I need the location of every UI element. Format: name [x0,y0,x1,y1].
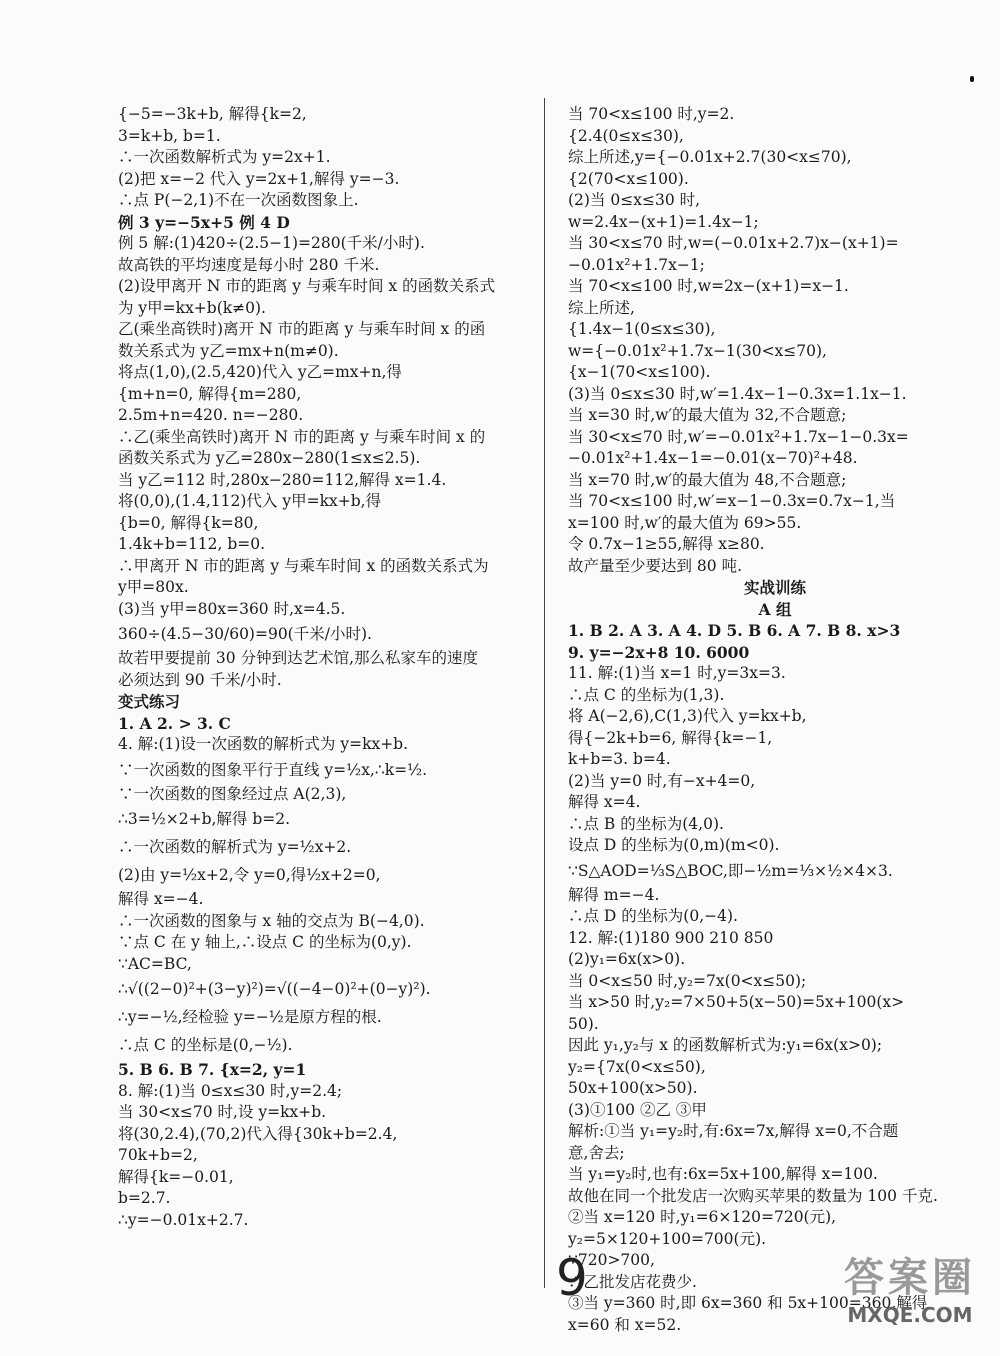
text-line: 故若甲要提前 30 分钟到达艺术馆,那么私家车的速度 [118,649,479,667]
text-line: 数关系式为 y乙=mx+n(m≠0). [118,341,339,360]
text-line: (2)由 y=½x+2,令 y=0,得½x+2=0, [118,866,381,884]
text-line: x=60 和 x=52. [568,1315,682,1334]
text-line: 1.4k+b=112, b=0. [118,535,266,553]
text-line: 当 70<x≤100 时,w=2x−(x+1)=x−1. [568,277,849,295]
text-line: 例 5 解:(1)420÷(2.5−1)=280(千米/小时). [118,234,425,252]
text-line: ∵点 C 在 y 轴上,∴设点 C 的坐标为(0,y). [118,933,412,951]
text-line: 当 30<x≤70 时,w=(−0.01x+2.7)x−(x+1)= [568,234,899,252]
text-line: ∴乙(乘坐高铁时)离开 N 市的距离 y 与乘车时间 x 的 [118,427,486,446]
text-line: 1. A 2. > 3. C [118,713,231,733]
text-line: x=100 时,w′的最大值为 69>55. [568,513,802,532]
text-line: ∴√((2−0)²+(3−y)²)=√((−4−0)²+(0−y)²). [118,980,431,998]
text-line: 8. 解:(1)当 0≤x≤30 时,y=2.4; [118,1081,343,1100]
text-line: ∴点 P(−2,1)不在一次函数图象上. [118,191,359,209]
text-line: 当 70<x≤100 时,w′=x−1−0.3x=0.7x−1,当 [568,492,896,510]
text-line: ∵S△AOD=⅓S△BOC,即−½m=⅓×½×4×3. [568,861,893,880]
text-line: (2)当 y=0 时,有−x+4=0, [568,771,756,790]
text-line: 解得 m=−4. [568,885,660,904]
text-line: 3=k+b, b=1. [118,126,221,145]
text-line: {b=0, 解得{k=80, [118,513,259,532]
text-line: 当 30<x≤70 时,设 y=kx+b. [118,1103,327,1121]
text-line: −0.01x²+1.7x−1; [568,255,705,274]
text-line: 解得 x=−4. [118,890,204,908]
text-line: 12. 解:(1)180 900 210 850 [568,928,774,947]
text-line: 当 0<x≤50 时,y₂=7x(0<x≤50); [568,971,807,990]
text-line: 50). [568,1014,599,1033]
text-line: 50x+100(x>50). [568,1079,698,1097]
text-line: 2.5m+n=420. n=−280. [118,406,304,424]
text-line: (2)把 x=−2 代入 y=2x+1,解得 y=−3. [118,169,400,188]
text-line: 乙(乘坐高铁时)离开 N 市的距离 y 与乘车时间 x 的函 [118,320,486,338]
text-line: ∴一次函数的解析式为 y=½x+2. [118,838,352,856]
text-line: 将点(1,0),(2.5,420)代入 y乙=mx+n,得 [118,363,402,381]
watermark-bottom-text: MXQE.COM [847,1303,973,1327]
text-line: {−5=−3k+b, 解得{k=2, [118,105,307,123]
text-line: 解得{k=−0.01, [118,1167,234,1186]
text-line: {2.4(0≤x≤30), [568,126,684,145]
text-line: y₂={7x(0<x≤50), [568,1057,706,1076]
text-line: k+b=3. b=4. [568,750,671,768]
text-line: 将(30,2.4),(70,2)代入得{30k+b=2.4, [118,1124,398,1143]
text-line: 9. y=−2x+8 10. 6000 [568,642,750,662]
text-line: {1.4x−1(0≤x≤30), [568,320,716,338]
text-line: 得{−2k+b=6, 解得{k=−1, [568,728,773,747]
text-line: (2)设甲离开 N 市的距离 y 与乘车时间 x 的函数关系式 [118,277,496,295]
watermark-top-text: 答案圈 [844,1255,976,1301]
text-line: 故高铁的平均速度是每小时 280 千米. [118,255,380,274]
text-line: 5. B 6. B 7. {x=2, y=1 [118,1060,307,1079]
text-line: (2)当 0≤x≤30 时, [568,191,701,209]
column-divider [544,98,545,1288]
text-line: ∴甲离开 N 市的距离 y 与乘车时间 x 的函数关系式为 [118,556,489,575]
text-line: ∵720>700, [568,1251,655,1269]
text-line: w=2.4x−(x+1)=1.4x−1; [568,212,759,231]
text-line: 意,舍去; [568,1143,625,1162]
text-line: ②当 x=120 时,y₁=6×120=720(元), [568,1208,837,1226]
text-line: 360÷(4.5−30/60)=90(千米/小时). [118,625,372,643]
text-line: 解得 x=4. [568,793,641,811]
text-line: ∴点 B 的坐标为(4,0). [568,814,724,833]
text-line: A 组 [758,599,792,619]
text-line: 当 x=70 时,w′的最大值为 48,不合题意; [568,470,847,489]
text-line: ∵一次函数的图象经过点 A(2,3), [118,784,347,803]
text-line: 为 y甲=kx+b(k≠0). [118,298,266,317]
text-line: 将 A(−2,6),C(1,3)代入 y=kx+b, [568,707,807,725]
text-line: 当 70<x≤100 时,y=2. [568,105,735,123]
text-line: w={−0.01x²+1.7x−1(30<x≤70), [568,341,827,360]
text-line: ∴点 C 的坐标是(0,−½). [118,1036,293,1054]
text-line: 实战训练 [743,578,806,597]
text-line: 变式练习 [118,692,181,711]
text-line: ∴点 D 的坐标为(0,−4). [568,907,738,925]
text-line: 因此 y₁,y₂与 x 的函数解析式为:y₁=6x(x>0); [568,1036,883,1054]
text-line: 11. 解:(1)当 x=1 时,y=3x=3. [568,664,786,682]
text-line: 当 x>50 时,y₂=7×50+5(x−50)=5x+100(x> [568,993,905,1011]
text-line: {2(70<x≤100). [568,169,689,188]
text-line: ∵AC=BC, [118,954,192,973]
text-line: 综上所述, [568,298,635,317]
text-line: (3)当 y甲=80x=360 时,x=4.5. [118,599,346,618]
text-line: 令 0.7x−1≥55,解得 x≥80. [568,535,765,553]
text-line: ∴一次函数解析式为 y=2x+1. [118,148,331,166]
text-line: {m+n=0, 解得{m=280, [118,384,302,403]
text-line: 70k+b=2, [118,1146,198,1164]
watermark-logo [830,1254,990,1350]
text-line: ∴y=−½,经检验 y=−½是原方程的根. [118,1008,382,1026]
text-line: (2)y₁=6x(x>0). [568,950,686,968]
text-line: 当 y乙=112 时,280x−280=112,解得 x=1.4. [118,470,447,489]
text-line: 故他在同一个批发店一次购买苹果的数量为 100 千克. [568,1186,938,1205]
text-line: {x−1(70<x≤100). [568,363,711,381]
text-line: 解析:①当 y₁=y₂时,有:6x=7x,解得 x=0,不合题 [568,1122,899,1140]
text-line: (3)①100 ②乙 ③甲 [568,1100,707,1119]
text-line: 当 30<x≤70 时,w′=−0.01x²+1.7x−1−0.3x= [568,427,909,446]
text-line: 4. 解:(1)设一次函数的解析式为 y=kx+b. [118,735,409,753]
page-number: 9 [556,1249,588,1307]
text-line: 故产量至少要达到 80 吨. [568,556,743,575]
text-line: 当 y₁=y₂时,也有:6x=5x+100,解得 x=100. [568,1165,878,1183]
text-line: 必须达到 90 千米/小时. [118,670,282,689]
text-line: ∴y=−0.01x+2.7. [118,1210,249,1229]
text-line: 设点 D 的坐标为(0,m)(m<0). [568,836,780,854]
text-line: ∵一次函数的图象平行于直线 y=½x,∴k=½. [118,760,428,779]
text-line: ∴乙批发店花费少. [568,1272,697,1291]
text-line: ∴3=½×2+b,解得 b=2. [118,810,291,828]
text-line: b=2.7. [118,1189,171,1207]
text-line: ③当 y=360 时,即 6x=360 和 5x+100=360,解得 [568,1294,928,1312]
text-line: ∴一次函数的图象与 x 轴的交点为 B(−4,0). [118,911,425,930]
page-mark [970,76,974,82]
text-line: y₂=5×120+100=700(元). [568,1229,767,1248]
text-line: ∴点 C 的坐标为(1,3). [568,685,725,704]
right-column [568,104,982,1336]
left-column [118,104,528,1231]
text-line: 将(0,0),(1.4,112)代入 y甲=kx+b,得 [118,492,382,510]
text-line: 当 x=30 时,w′的最大值为 32,不合题意; [568,406,847,424]
text-line: 1. B 2. A 3. A 4. D 5. B 6. A 7. B 8. x>3 [568,621,901,640]
text-line: (3)当 0≤x≤30 时,w′=1.4x−1−0.3x=1.1x−1. [568,384,907,403]
text-line: −0.01x²+1.4x−1=−0.01(x−70)²+48. [568,449,858,467]
text-line: 综上所述,y={−0.01x+2.7(30<x≤70), [568,148,852,166]
text-line: y甲=80x. [118,578,189,596]
text-line: 例 3 y=−5x+5 例 4 D [118,212,290,232]
text-line: 函数关系式为 y乙=280x−280(1≤x≤2.5). [118,449,421,467]
